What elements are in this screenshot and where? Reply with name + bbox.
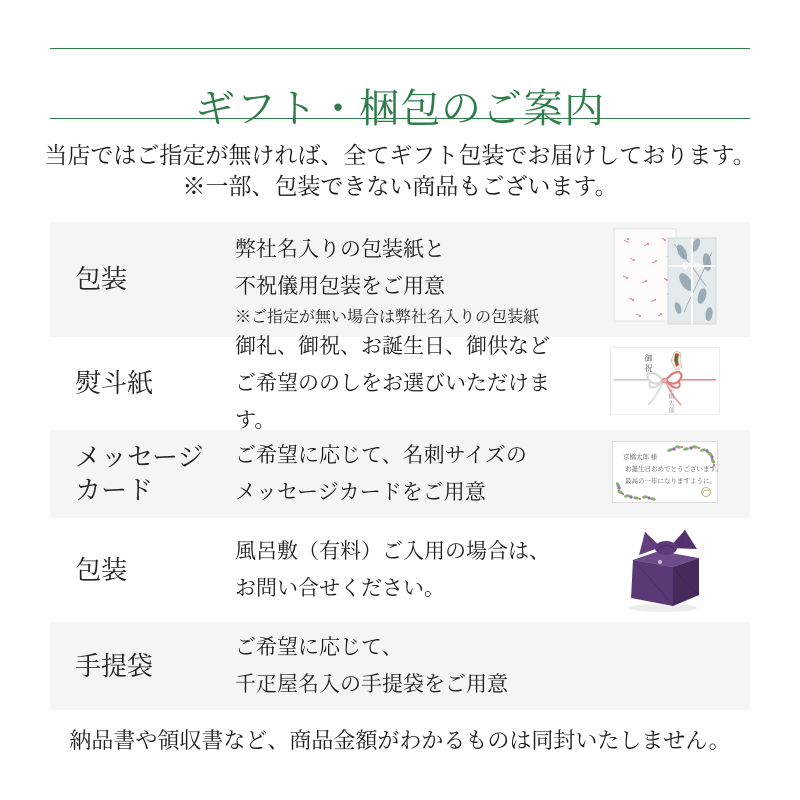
box-emblem: [658, 560, 662, 564]
senbikiya-wrapping-paper: [614, 229, 676, 321]
wrapping-paper-photo: [604, 226, 726, 333]
card-message-line: お誕生日おめでとうございます。: [625, 465, 722, 473]
intro-line-2: ※一部、包装できない商品もございます。: [182, 174, 618, 199]
furoshiki-image: [615, 522, 715, 614]
row-noshi: [50, 334, 750, 432]
desc-line: ご希望ののしをお選びいただけます。: [235, 371, 550, 432]
row-furoshiki: [50, 518, 750, 622]
noshi-paper-photo: [610, 347, 720, 420]
furoshiki-knot: [639, 530, 697, 555]
desc-line: 弊社名入りの包装紙と: [235, 236, 445, 261]
message-card-photo: [612, 441, 722, 508]
desc-line: 千疋屋名入の手提袋をご用意: [235, 672, 508, 696]
intro-text: [0, 140, 800, 202]
gift-options-list: [50, 222, 750, 710]
row-description: [235, 437, 580, 511]
desc-line: 風呂敷（有料）ご入用の場合は、: [235, 539, 550, 563]
row-description: [235, 328, 580, 439]
row-label-line: メッセージ: [75, 443, 204, 472]
furoshiki-photo: [615, 522, 715, 619]
desc-line: お問い合せください。: [235, 576, 445, 600]
row-label: [75, 441, 235, 507]
noshi-name-text: 京橋太郎: [667, 386, 673, 414]
intro-line-1: 当店ではご指定が無ければ、全てギフト包装でお届けしております。: [44, 143, 756, 168]
card-message-text: [623, 452, 722, 488]
row-description: [235, 533, 580, 607]
row-message-card: [50, 430, 750, 518]
row-label: 包装: [75, 555, 128, 585]
row-label: 熨斗紙: [75, 369, 154, 398]
mizuhiki-left-strand: [614, 379, 649, 381]
mizuhiki-right-strand: [681, 379, 716, 381]
desc-line: 御礼、御祝、お誕生日、御供など: [235, 334, 550, 358]
top-divider: [50, 48, 750, 49]
box-shadow: [628, 604, 698, 612]
wrapping-paper-image: [604, 226, 726, 328]
desc-line: メッセージカードをご用意: [235, 480, 486, 504]
title-divider: [50, 118, 750, 119]
desc-note: ※ご指定が無い場合は弊社名入りの包装紙: [235, 308, 540, 326]
desc-line: 不祝儀用包装をご用意: [235, 273, 445, 298]
desc-line: ご希望に応じて、: [235, 635, 403, 659]
row-label: 包装: [75, 265, 128, 294]
row-label-line: カード: [75, 476, 154, 505]
page-title: ギフト・梱包のご案内: [195, 85, 605, 131]
row-handbag: [50, 622, 750, 710]
furoshiki-box: [631, 551, 699, 606]
row-description: [235, 629, 580, 703]
footer-note: 納品書や領収書など、商品金額がわかるものは同封いたしません。: [69, 728, 731, 753]
row-wrapping: [50, 222, 750, 337]
row-label: 手提袋: [75, 651, 154, 681]
photo-cell: [580, 522, 750, 619]
photo-cell: [580, 226, 750, 333]
desc-line: ご希望に応じて、名刺サイズの: [235, 443, 527, 467]
photo-cell: [580, 441, 750, 508]
card-recipient: 京橋太郎 様: [623, 453, 658, 461]
photo-cell: [580, 347, 750, 420]
noshi-title-text: 御祝: [644, 354, 653, 374]
noshi-paper-image: [610, 347, 720, 415]
row-description: [235, 231, 580, 329]
card-message-line: 最高の一年になりますように。: [625, 477, 716, 485]
mourning-wrapping-paper: [668, 237, 716, 324]
